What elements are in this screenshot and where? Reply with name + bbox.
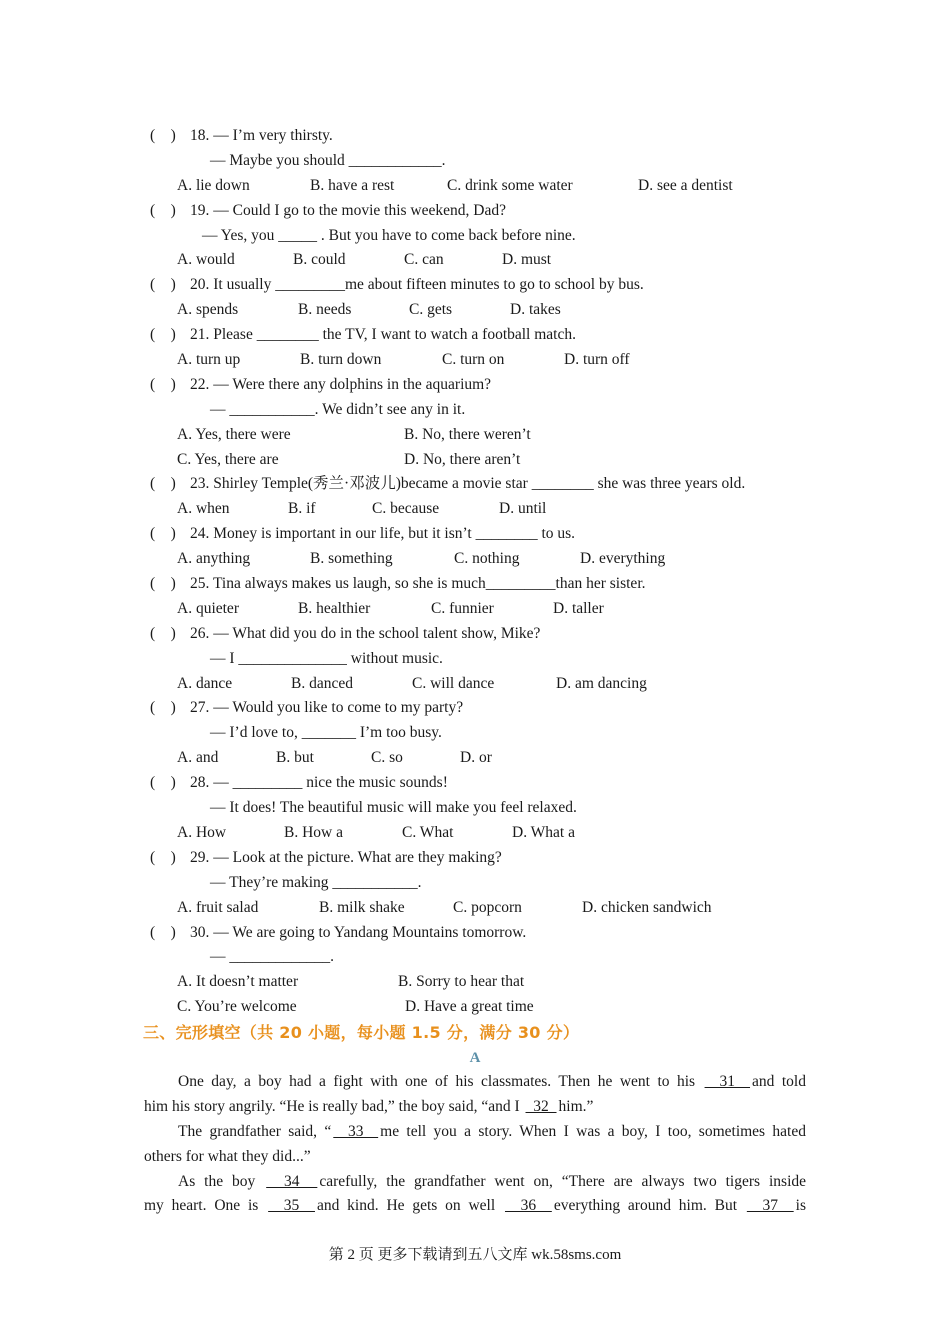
answer-option: C. funnier — [431, 599, 494, 617]
question-text: — Were there any dolphins in the aquarium? — [209, 375, 492, 393]
answer-option: D. Have a great time — [405, 998, 534, 1016]
options-row — [150, 821, 830, 846]
answer-option: A. turn up — [177, 351, 241, 369]
answer-option: B. No, there weren’t — [404, 425, 531, 443]
question-reply: — ___________. We didn’t see any in it. — [210, 400, 466, 418]
answer-option: D. takes — [510, 301, 561, 319]
question-stem — [150, 846, 830, 871]
question-text: — What did you do in the school talent show, Mike? — [209, 624, 541, 642]
answer-option: D. must — [502, 251, 552, 269]
question-text: — I’m very thirsty. — [209, 127, 333, 144]
answer-option: D. taller — [553, 599, 604, 617]
passage-line: him his story angrily. “He is really bad,” the boy said, “and I 32 him.” — [144, 1097, 594, 1115]
answer-bracket: ( ) — [150, 326, 176, 344]
question-stem — [150, 572, 830, 597]
answer-option: A. anything — [177, 550, 251, 568]
options-row — [150, 746, 830, 771]
options-row — [150, 298, 830, 323]
answer-option: D. until — [499, 500, 547, 518]
answer-option: C. gets — [409, 301, 453, 319]
question-text: — We are going to Yandang Mountains tomorrow. — [209, 923, 527, 941]
answer-bracket: ( ) — [150, 575, 176, 593]
answer-option: C. popcorn — [453, 898, 522, 916]
passage-line: others for what they did...” — [144, 1147, 311, 1165]
question-number: 22. — [190, 375, 210, 393]
options-row — [150, 995, 830, 1020]
question-reply: — Yes, you _____ . But you have to come back before nine. — [202, 226, 576, 244]
answer-bracket: ( ) — [150, 375, 176, 393]
question-reply: — I ______________ without music. — [210, 649, 443, 667]
answer-option: B. danced — [291, 674, 353, 692]
question-text: Money is important in our life, but it isn’t ________ to us. — [209, 525, 576, 543]
answer-option: C. so — [371, 749, 403, 767]
answer-option: B. have a rest — [310, 176, 395, 194]
passage-letter: A — [469, 1050, 481, 1066]
answer-option: B. Sorry to hear that — [398, 973, 525, 991]
cloze-blank: 34 — [266, 1172, 318, 1190]
answer-option: B. turn down — [300, 351, 382, 369]
passage-line: As the boy 34 carefully, the grandfather went on, “There are always two tigers inside — [178, 1172, 807, 1190]
answer-option: D. or — [460, 749, 492, 767]
question-number: 21. — [190, 326, 210, 344]
cloze-blank: 35 — [268, 1197, 315, 1215]
question-number: 18. — [190, 127, 210, 144]
answer-option: A. It doesn’t matter — [177, 973, 299, 991]
question-number: 30. — [190, 923, 210, 941]
answer-option: B. How a — [284, 823, 343, 841]
answer-option: C. turn on — [442, 351, 505, 369]
answer-bracket: ( ) — [150, 624, 176, 642]
question-text: — Look at the picture. What are they making? — [209, 848, 502, 866]
answer-option: A. How — [177, 823, 227, 841]
options-row — [150, 348, 830, 373]
cloze-blank: 32 — [525, 1097, 557, 1115]
question-reply: — I’d love to, _______ I’m too busy. — [210, 724, 442, 742]
passage-line: One day, a boy had a fight with one of his classmates. Then he went to his 31 and told — [178, 1073, 806, 1090]
cloze-blank: 33 — [333, 1122, 379, 1140]
question-number: 23. — [190, 475, 210, 493]
answer-option: D. No, there aren’t — [404, 450, 521, 468]
question-text: It usually _________me about fifteen minutes to go to school by bus. — [209, 276, 644, 294]
question-stem — [150, 124, 830, 149]
options-row — [150, 423, 830, 448]
question-number: 28. — [190, 774, 210, 792]
answer-bracket: ( ) — [150, 774, 176, 792]
question-stem — [150, 522, 830, 547]
cloze-blank: 36 — [504, 1197, 552, 1215]
answer-bracket: ( ) — [150, 525, 176, 543]
answer-option: A. lie down — [177, 176, 250, 194]
question-text: — Would you like to come to my party? — [209, 699, 464, 717]
answer-option: C. drink some water — [447, 176, 573, 194]
question-reply: — It does! The beautiful music will make you feel relaxed. — [210, 799, 577, 817]
answer-option: D. everything — [580, 550, 666, 568]
question-number: 20. — [190, 276, 210, 294]
answer-option: C. Yes, there are — [177, 450, 279, 468]
question-stem — [150, 696, 830, 721]
question-number: 19. — [190, 201, 210, 219]
answer-option: D. see a dentist — [638, 176, 733, 194]
answer-option: A. Yes, there were — [177, 425, 291, 443]
passage-line: my heart. One is 35 and kind. He gets on well 36 everything around him. But 37 is — [144, 1197, 807, 1215]
options-row — [150, 448, 830, 473]
question-stem — [150, 273, 830, 298]
answer-option: B. milk shake — [319, 898, 405, 916]
answer-option: D. am dancing — [556, 674, 647, 692]
answer-option: A. spends — [177, 301, 239, 319]
question-number: 26. — [190, 624, 210, 642]
answer-bracket: ( ) — [150, 201, 176, 219]
answer-option: A. fruit salad — [177, 898, 259, 916]
question-stem — [150, 921, 830, 946]
answer-bracket: ( ) — [150, 848, 176, 866]
answer-option: C. because — [372, 500, 440, 518]
question-number: 24. — [190, 525, 210, 543]
answer-option: D. turn off — [564, 351, 630, 369]
options-row — [150, 174, 830, 199]
question-number: 25. — [190, 575, 210, 593]
answer-option: B. but — [276, 749, 314, 767]
options-row — [150, 497, 830, 522]
cloze-blank: 31 — [704, 1073, 751, 1090]
cloze-blank: 37 — [746, 1197, 794, 1215]
passage-line: The grandfather said, “ 33 me tell you a story. When I was a boy, I too, sometimes hated — [178, 1122, 806, 1140]
options-row — [150, 672, 830, 697]
question-text: — _________ nice the music sounds! — [209, 774, 448, 792]
answer-option: B. something — [310, 550, 393, 568]
question-reply: — Maybe you should ____________. — [210, 151, 446, 169]
answer-option: B. healthier — [298, 599, 371, 617]
question-stem — [150, 323, 830, 348]
question-text: Shirley Temple(秀兰·邓波儿)became a movie star ________ she was three years old. — [209, 475, 746, 493]
answer-option: A. when — [177, 500, 230, 518]
answer-option: C. You’re welcome — [177, 998, 297, 1016]
answer-option: D. chicken sandwich — [582, 898, 712, 916]
options-row — [150, 597, 830, 622]
options-row — [150, 970, 830, 995]
answer-option: C. will dance — [412, 674, 495, 692]
answer-option: C. nothing — [454, 550, 520, 568]
answer-option: A. and — [177, 749, 219, 767]
options-row — [150, 248, 830, 273]
cloze-passage — [144, 1070, 806, 1219]
question-stem — [150, 472, 830, 497]
answer-bracket: ( ) — [150, 475, 176, 493]
answer-bracket: ( ) — [150, 699, 176, 717]
answer-option: B. could — [293, 251, 346, 269]
answer-option: D. What a — [512, 823, 575, 841]
answer-option: B. needs — [298, 301, 352, 319]
question-number: 27. — [190, 699, 210, 717]
options-row — [150, 547, 830, 572]
question-reply: — They’re making ___________. — [210, 873, 422, 891]
answer-option: A. quieter — [177, 599, 239, 617]
question-text: — Could I go to the movie this weekend, Dad? — [209, 201, 506, 219]
options-row — [150, 896, 830, 921]
answer-bracket: ( ) — [150, 127, 176, 144]
question-stem — [150, 771, 830, 796]
section-title: 三、完形填空（共 20 小题，每小题 1.5 分，满分 30 分） — [143, 1023, 580, 1042]
page-footer: 第 2 页 更多下载请到五八文库 wk.58sms.com — [328, 1247, 622, 1263]
answer-option: B. if — [288, 500, 316, 518]
answer-option: A. would — [177, 251, 235, 269]
question-stem — [150, 373, 830, 398]
question-stem — [150, 622, 830, 647]
question-text: Tina always makes us laugh, so she is much_________than her sister. — [209, 575, 646, 593]
answer-option: C. can — [404, 251, 444, 269]
answer-option: A. dance — [177, 674, 233, 692]
question-reply: — _____________. — [210, 948, 334, 966]
question-text: Please ________ the TV, I want to watch a football match. — [209, 326, 576, 344]
answer-bracket: ( ) — [150, 276, 176, 294]
question-stem — [150, 199, 830, 224]
answer-option: C. What — [402, 823, 454, 841]
multiple-choice-questions — [150, 124, 830, 1020]
answer-bracket: ( ) — [150, 923, 176, 941]
question-number: 29. — [190, 848, 210, 866]
